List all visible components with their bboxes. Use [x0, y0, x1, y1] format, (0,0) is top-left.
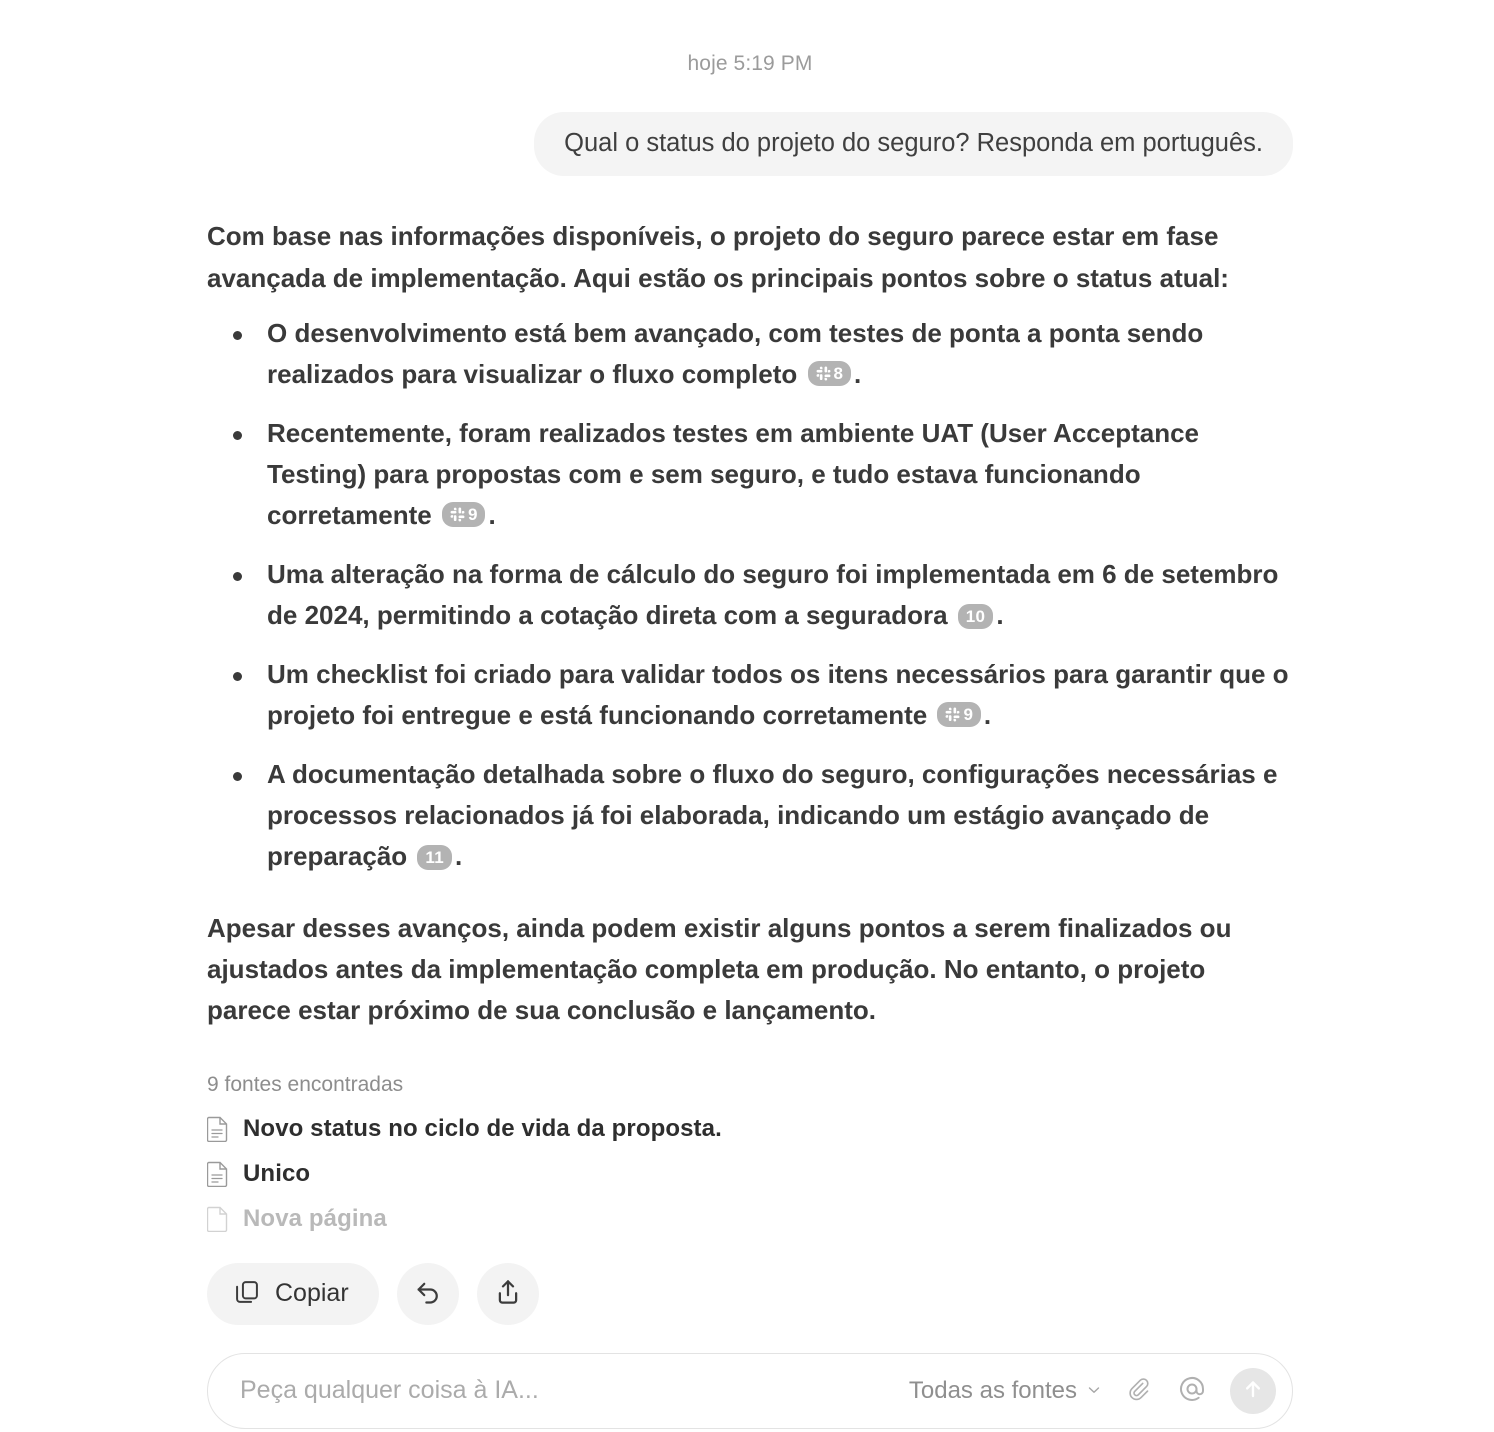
citation-chip[interactable] [808, 361, 851, 386]
source-filter-label: Todas as fontes [908, 1376, 1077, 1404]
bullet-text-after: . [488, 499, 496, 530]
bullet-text-after: . [983, 700, 992, 731]
slack-icon [450, 507, 465, 522]
at-mention-icon [1177, 1374, 1207, 1407]
copy-button-label: Copiar [275, 1279, 349, 1308]
source-title: Nova página [243, 1204, 387, 1232]
copy-button[interactable] [207, 1263, 379, 1325]
composer-bar [207, 1353, 1293, 1429]
citation-label: 10 [965, 607, 986, 627]
arrow-up-icon [1240, 1376, 1266, 1405]
source-item[interactable] [207, 1115, 722, 1143]
share-icon [493, 1277, 523, 1310]
bullet-text: Recentemente, foram realizados testes em ambiente UAT (User Acceptance Testing) para propostas com e sem seguro, e tudo estava funcionando corretamente [267, 417, 1200, 530]
citation-chip[interactable] [442, 502, 485, 527]
bullet-text-after: . [454, 841, 463, 872]
source-title: Unico [243, 1159, 311, 1187]
citation-label: 8 [833, 363, 843, 383]
message-actions [207, 1263, 1293, 1325]
bullet-text: Um checklist foi criado para validar todos os itens necessários para garantir que o projeto foi entregue e está funcionando corretamente [267, 659, 1289, 731]
list-item [207, 413, 1293, 536]
document-icon [207, 1206, 229, 1232]
source-item[interactable] [207, 1205, 387, 1233]
bullet-text-after: . [853, 358, 862, 389]
source-title: Novo status no ciclo de vida da proposta. [243, 1114, 722, 1142]
mention-button[interactable] [1172, 1371, 1212, 1411]
user-message-bubble: Qual o status do projeto do seguro? Responda em português. [534, 112, 1293, 176]
list-item [207, 654, 1293, 736]
bullet-text-after: . [996, 600, 1004, 631]
bullet-text: A documentação detalhada sobre o fluxo do seguro, configurações necessárias e processos relacionados já foi elaborada, indicando um estágio avançado de preparação [267, 759, 1278, 872]
sources-found-label: 9 fontes encontradas [207, 1072, 404, 1096]
chat-input[interactable] [238, 1375, 907, 1406]
bullet-text: Uma alteração na forma de cálculo do seguro foi implementada em 6 de setembro de 2024, permitindo a cotação direta com a seguradora [267, 558, 1279, 631]
send-button[interactable] [1230, 1368, 1276, 1414]
retry-button[interactable] [397, 1263, 459, 1325]
sources-list [207, 1115, 1293, 1233]
citation-chip[interactable] [417, 845, 452, 870]
conversation-container [207, 0, 1293, 1429]
document-icon [207, 1161, 229, 1187]
undo-arrow-icon [413, 1277, 443, 1310]
attach-button[interactable] [1118, 1371, 1158, 1411]
citation-label: 9 [467, 504, 478, 524]
document-icon [207, 1116, 229, 1142]
bullet-text: O desenvolvimento está bem avançado, com testes de ponta a ponta sendo realizados para visualizar o fluxo completo [267, 317, 1204, 389]
citation-chip[interactable] [958, 604, 994, 629]
list-item [207, 313, 1293, 395]
answer-bullet-list [207, 313, 1293, 878]
slack-icon [945, 707, 960, 722]
copy-icon [233, 1278, 261, 1309]
conversation-timestamp: hoje 5:19 PM [687, 52, 813, 75]
citation-label: 9 [963, 705, 973, 725]
slack-icon [816, 366, 831, 381]
paperclip-icon [1124, 1375, 1152, 1406]
answer-intro-paragraph: Com base nas informações disponíveis, o projeto do seguro parece estar em fase avançada de implementação. Aqui estão os principais pontos sobre o status atual: [207, 221, 1229, 293]
share-button[interactable] [477, 1263, 539, 1325]
assistant-answer [207, 216, 1293, 1030]
citation-chip[interactable] [937, 702, 980, 727]
list-item [207, 754, 1293, 877]
user-message-row [207, 112, 1293, 176]
composer-controls [907, 1368, 1276, 1414]
source-filter-dropdown[interactable] [907, 1373, 1104, 1409]
chevron-down-icon [1086, 1377, 1102, 1405]
citation-label: 11 [425, 848, 444, 868]
answer-conclusion-paragraph: Apesar desses avanços, ainda podem existir alguns pontos a serem finalizados ou ajustados antes da implementação completa em produção. No entanto, o projeto parece estar próximo de sua conclusão e lançamento. [207, 912, 1232, 1025]
source-item[interactable] [207, 1160, 310, 1188]
list-item [207, 554, 1293, 636]
